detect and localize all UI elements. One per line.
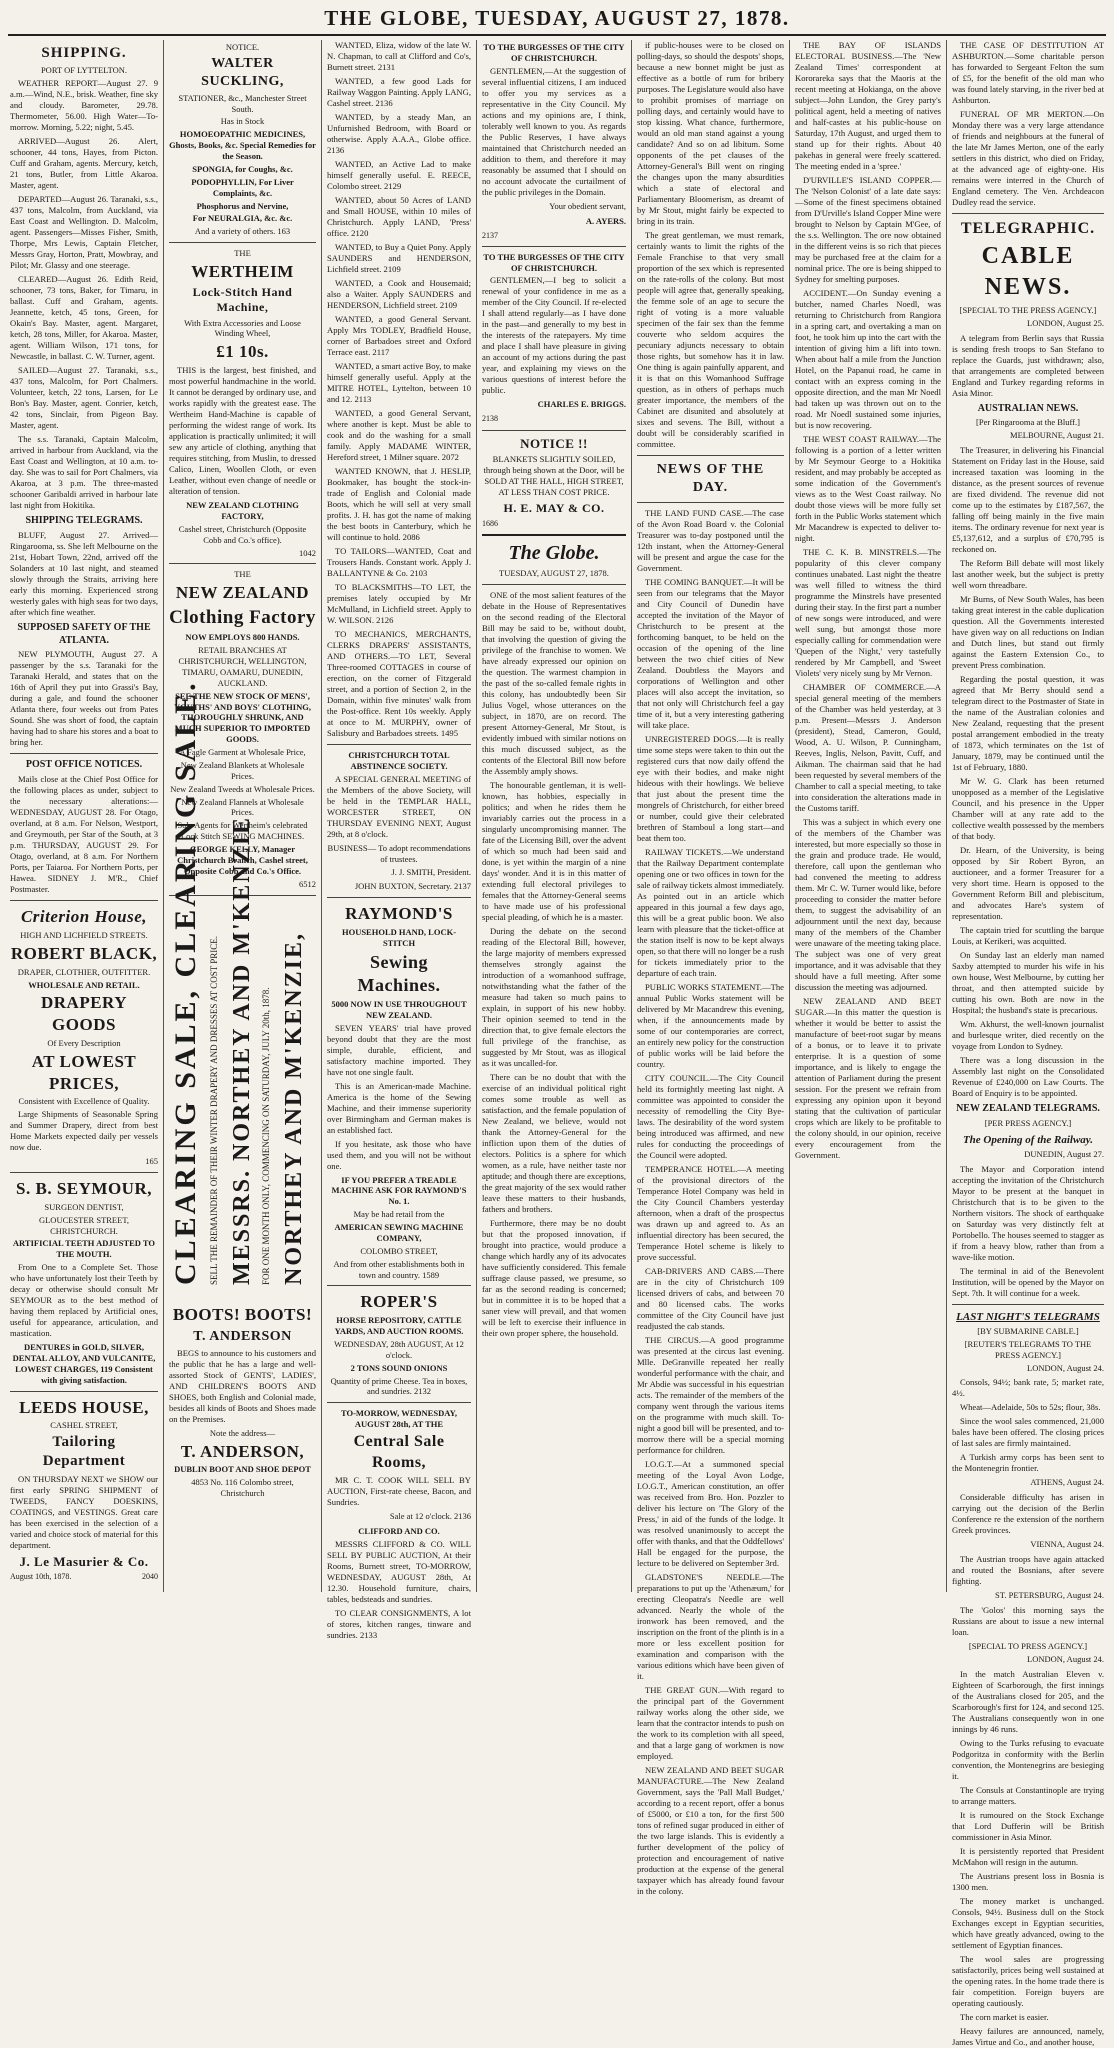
ayers-signature: A. AYERS. [585,215,626,226]
special-press-line: [SPECIAL TO PRESS AGENCY.] [968,1641,1088,1652]
divider [637,502,784,503]
column-3 [323,40,475,1640]
news-item: THE CIRCUS.—A good programme was presented at the circus last evening. Mlle. DeGranville repeated her really wonderful performance with the chair, and Mr Abdie was successful in his equestrian acts. The remainder of the members of the company went through the various items on the programme with much skill. To-night a good bill will be presented, and to-morrow there will be a special morning performance for children. [637,1334,784,1455]
column-5 [633,40,788,1896]
burgesses-heading-2: TO THE BURGESSES OF THE CITY OF CHRISTCHURCH. [483,251,625,273]
ad-number: 1042 [299,547,316,558]
seven-years-text: SEVEN YEARS' trial have proved beyond doubt that they are the most simple, durable, efficient, and satisfactory machine imported. They have not one single fault. [327,1022,471,1077]
wanted-ad: WANTED, a few good Lads for Railway Waggon Painting. Apply LANG, Cashel street. 2136 [327,76,471,108]
column-rule [163,40,164,1592]
nz-flannels: New Zealand Flannels at Wholesale Prices. [181,796,304,818]
news-item: CHAMBER OF COMMERCE.—A special general meeting of the members of the Chamber was held yesterday, at 3 p.m. Present—Messrs J. Anderson (president), Stead, Cameron, Gould, Wood, A. U. Wilson, P. Cunningham, Reeves, Inglis, Nelson, Pavitt, Cuff, and Aikman. The chairman said that he had been requested by several members of the Chamber to call a special meeting, to take into consideration the alterations made in the Customs tariff. [795,682,941,813]
column-6 [791,40,945,1592]
artificial-teeth: ARTIFICIAL TEETH ADJUSTED TO THE MOUTH. [12,1238,156,1260]
column-rule [946,40,947,1592]
news-item: THE CASE OF DESTITUTION AT ASHBURTON.—Some charitable person has forwarded to Sergeant Felton the sum of £5, for the benefit of the old man who was found lately starving, in the river bed at Ashburton. [952,40,1104,105]
consignments-text: TO CLEAR CONSIGNMENTS, A lot of stores, kitchen ranges, tinware and sundries. 2133 [327,1607,471,1640]
leader-paragraph: The great gentleman, we must remark, certainly wants to limit the rights of the Female Franchise to that very small proportion of the sex which is represented on the rate-rolls of the colony. But most people will agree that, generally speaking, the femme sole of an age to secure the right of voting is a more valuable specimen of the fair sex than the femme couverte who seldom acquires the pecuniary adjuncts necessary to obtain those rights, but somehow has it in law. One thing is again painfully apparent, and it is that on this Womanhood Suffrage question, as in others of perhaps much greater importance, the members of the Cabinet are disunited and absolutely at sixes and sevens. The Bill, without a doubt will be considerably scarified in committee. [637,230,784,449]
ringarooma-line: [Per Ringarooma at the Bluff.] [976,417,1080,428]
criterion-address: HIGH AND LICHFIELD STREETS. [20,930,148,940]
sole-agents: Sole Agents for Wertheim's celebrated Lock Stitch SEWING MACHINES. [177,820,308,842]
masurier-date: August 10th, 1878. [10,1572,72,1582]
railway-heading: The Opening of the Railway. [962,1133,1094,1146]
port-heading: PORT OF LYTTELTON. [40,65,128,76]
news-of-the-day-heading: NEWS OF THE DAY. [656,462,765,495]
every-description: Of Every Description [47,1037,121,1048]
leader-paragraph: During the debate on the second reading of the Electoral Bill, however, the large majority of members expressed themselves strongly against the introduction of a womanhood suffrage, notwithstanding what the father of the measure had taken so much pains to explain, in support of his new hobby. Their opinion seemed to tend in the direction that, to give female electors the full privilege of the franchise, as suggested by Mr Stout, was as illogical as it was uncalled-for. [482,926,626,1069]
post-office-heading: POST OFFICE NOTICES. [25,759,143,771]
news-item: TEMPERANCE HOTEL.—A meeting of the provisional directors of the Temperance Hotel Company was held in the City Council Chambers yesterday afternoon, when a draft of the prospectus was drawn up and agreed to. As an influential directory has been secured, the Temperance Hotel scheme is likely to prove successful. [637,1163,784,1262]
news-item: I.O.G.T.—At a summoned special meeting of the Loyal Avon Lodge, I.O.G.T., American constitution, an offer was received from Bro. Hon. Pozzler to deliver his lecture on 'The Glory of the Press,' in aid of the funds of the lodge. It was resolved unanimously to accept the offer with thanks, and that the Oddfellows' Hall be engaged for the purpose, the lecture to be delivered on September 3rd. [637,1458,784,1568]
divider [10,753,158,754]
cable-item: Considerable difficulty has arisen in carrying out the decision of the Berlin Conference re the extension of the northern Greek provinces. [952,1492,1104,1536]
special-agency: [SPECIAL TO THE PRESS AGENCY.] [959,304,1097,315]
wanted-ad: WANTED, Eliza, widow of the late W. N. Chapman, to call at Clifford and Co's, Burnett street. 2131 [327,40,471,72]
clifford-heading: CLIFFORD AND CO. [358,1525,440,1536]
secretary-signature: JOHN BUXTON, Secretary. 2137 [354,881,471,892]
wertheim-title: WERTHEIM [191,262,294,282]
nz-tweeds: New Zealand Tweeds at Wholesale Prices. [170,783,315,794]
cable-item: On Sunday last an elderly man named Saxby attempted to murder his wife in his own house, West Melbourne, by cutting her throat, and then attempted suicide by cutting his own. Both are now in the Hospital; the husband's state is precarious. [952,950,1104,1016]
cable-item: There was a long discussion in the Assembly last night on the Consolidated Revenue of £240,000 on Law Courts. The Board of Enquiry is to be appointed. [952,1055,1104,1099]
obedient-line: Your obedient servant, [549,200,626,211]
the-label: THE [234,569,251,580]
robert-black: ROBERT BLACK, [10,943,158,963]
masthead-rule [8,34,1106,36]
note-address: Note the address— [209,1427,276,1438]
cable-item: Mr Burns, of New South Wales, has been taking great interest in the cable duplication question. All the Governments interested have given way on all reductions on Indian and Dutch lines, but stand out firmly against the Eastern Extension Co., to prevent Press combination. [952,594,1104,671]
clothing-factory-title: Clothing Factory [169,607,316,629]
divider [482,534,626,536]
dentist-title: SURGEON DENTIST, [44,1201,124,1212]
column-7 [948,40,1108,2047]
cable-item: The 'Golos' this morning says the Russians are about to issue a new internal loan. [952,1605,1104,1638]
news-item: THE GREAT GUN.—With regard to the principal part of the Government railway works along the other side, we learn that the contractor intends to push on the work to its completion with all speed, and that a large gang of workmen is now employed. [637,1684,784,1761]
employs-line: NOW EMPLOYS 800 HANDS. [185,632,300,643]
divider [952,213,1104,214]
drapery-goods: DRAPERY GOODS [40,993,127,1035]
sailed-list: SAILED—August 27. Taranaki, s.s., 437 tons, Malcolm, for Port Chalmers. Volunteer, ketch, 22 tons, Larsen, for Le Bon's Bay. Master, agent. Conrier, ketch, 42 tons, Sinclair, from Pigeon Bay. Master, agent. [10,365,158,431]
leeds-house: LEEDS HOUSE, [19,1397,149,1417]
divider [482,584,626,585]
wanted-ad: WANTED KNOWN, that J. HESLIP, Bookmaker, has bought the stock-in-trade of English and Colonial made Boots, which he will sell at very small profits. J. H. has got the name of making the best boots in Canterbury, which he will continue to hold. 2086 [327,466,471,542]
retail-branches: RETAIL BRANCHES AT CHRISTCHURCH, WELLINGTON, TIMARU, OAMARU, DUNEDIN, AUCKLAND. [178,645,307,688]
cleared-list: CLEARED—August 26. Edith Reid, schooner, 73 tons, Baker, for Timaru, in ballast. Cuff and Graham, agents. Jeannette, ketch, 45 tons, Green, for Okain's Bay. Master, agent. Margaret, ketch, 28 tons, Miller, for Akaroa. Master, agent. William Wilson, 171 tons, for Newcastle, in ballast. C. W. Turner, agent. [10,274,158,362]
press-agency-line: [PER PRESS AGENCY.] [984,1118,1072,1128]
cable-item: The Mayor and Corporation intend accepting the invitation of the Christchurch Mayor to be present at the banquet in Christchurch that is to be given to the Northern visitors. The shock of earthquake on Saturday was very distinctly felt at Portobello. The houses seemed to stagger as if from a heavy blow, rather than from a wave-like motion. [952,1163,1104,1262]
atlanta-text: NEW PLYMOUTH, August 27. A passenger by the s.s. Taranaki for the Taranaki Herald, and states that on the 16th of April they put into Grassi's Bay, during a gale, and found the schooner Atlanta there, four weeks out from Pates Sound. She was short of food, the captain having had to share his stores and a boat to bring her. [10,649,158,748]
nz-telegrams-heading: NEW ZEALAND TELEGRAMS. [956,1103,1100,1115]
hesitate-text: If you hesitate, ask those who have used them, and you will not be without one. [327,1138,471,1171]
cable-item: It is rumoured on the Stock Exchange that Lord Dufferin will be British commissioner in Asia Minor. [952,1809,1104,1842]
dateline: MELBOURNE, August 21. [1010,430,1104,441]
last-night-heading: LAST NIGHT'S TELEGRAMS [956,1310,1100,1323]
american-text: This is an American-made Machine. America is the home of the Sewing Machine, and their immense superiority over Birmingham and German makes is an established fact. [327,1080,471,1135]
news-item: CAB-DRIVERS AND CABS.—There are in the city of Christchurch 109 licensed drivers of cabs, and between 70 and 80 licensed cabs. The works committee of the City Council have just readjusted the cab stands. [637,1265,784,1331]
anderson-text: BEGS to announce to his customers and the public that he has a large and well-assorted Stock of GENTS', LADIES', AND CHILDREN'S BOOTS AND SHOES, both English and Colonial made, besides all kinds of Boots and Shoes made on the Premises. [169,1347,316,1424]
temperance-society: CHRISTCHURCH TOTAL ABSTINENCE SOCIETY. [348,750,450,771]
briggs-signature: CHARLES E. BRIGGS. [537,399,626,410]
may-signature: H. E. MAY & CO. [503,501,605,516]
ad-number: 2137 [482,230,498,240]
news-item: NEW ZEALAND AND BEET SUGAR.—In this matter the question is whether it would be better to assist the manufacture of beet-root sugar by means of a bonus, or to leave it to private enterprise. It is a question of some importance, and is likely to engage the attention of Parliament during the present session. For the present we refrain from expressing any opinion upon it beyond stating that the cultivation of particular crops which are likely to be profitable to the colony should, in our opinion, receive every encouragement from the Government. [795,996,941,1160]
leader-paragraph: ONE of the most salient features of the debate in the House of Representatives on the second reading of the Electoral Bill may be said to be, without doubt, that involving the question of giving the privilege of the franchise to women. We have already expressed our opinion on the question. The warmest champion in the past of the so-called female rights in this colony, has undoubtedly been Sir Julius Vogel, whose utterances on the subject, in 1870, are on record. The present Attorney-General, Mr Stout, is evidently imbued with similar notions on this much discussed subject, as the contents of the Electoral Bill now before the Assembly amply shows. [482,590,626,777]
sewing-machines-title: Sewing Machines. [357,951,441,995]
treadle-line: IF YOU PREFER A TREADLE MACHINE ASK FOR RAYMOND'S No. 1. [331,1174,467,1207]
cable-item: Regarding the postal question, it was agreed that Mr Berry should send a telegram direct to the Postmaster of State in the name of the Australian colonies and New Zealand, requesting that the present postal arrangement embodied in the treaty of 1873, which terminates on the 1st of January, 1879, may be continued until the 1st of February, 1880. [952,674,1104,773]
tailors-ad: TO TAILORS—WANTED, Coat and Trousers Hands. Constant work. Apply J. BALLANTYNE & Co. 2103 [327,546,471,578]
masurier-footer [10,1572,158,1582]
lowest-prices: AT LOWEST PRICES, [31,1051,137,1093]
nz-blankets: New Zealand Blankets at Wholesale Prices. [180,759,305,781]
divider [637,455,784,456]
divider [952,1304,1104,1305]
news-item: THE C. K. B. MINSTRELS.—The popularity of this clever company continues unabated. Last night the theatre was well filled to witness the third programme the Minstrels have presented during their stay. In the first part a number of new songs were introduced, and were well sung, but amongst those more especially calling for commendation were 'Quepen of the Night,' very tastefully rendered by Mr Campbell, and 'Sweet Violets' very nicely sung by Mr Vernon. [795,547,941,678]
cable-item: Wm. Akhurst, the well-known journalist and burlesque writer, died recently on the voyage from London to Sydney. [952,1019,1104,1052]
notice-title: NOTICE !! [520,435,588,451]
masurier-name: J. Le Masurier & Co. [19,1553,149,1569]
reuter-line: [REUTER'S TELEGRAMS TO THE PRESS AGENCY.] [964,1338,1092,1360]
briggs-letter: GENTLEMEN,—I beg to solicit a renewal of your confidence in me as a member of the City Council. If re-elected I shall attend regularly—as I have done in the past—and generally to my best in the interests of the ratepayers. My time and place I shall have pleasure in giving an account of my actions during the past year, and explaining my views on the various questions of interest before the public. [482,275,626,396]
tailoring-department: Tailoring Department [42,1434,126,1470]
seymour-name: S. B. SEYMOUR, [16,1179,152,1198]
wanted-ad: WANTED, a Cook and Housemaid; also a Waiter. Apply SAUNDERS and HENDERSON, Lichfield street. 2109 [327,278,471,310]
new-zealand-title: NEW ZEALAND [175,583,310,603]
shipments-text: Large Shipments of Seasonable Spring and Summer Drapery, direct from best Home Markets expected daily per vessels now due. [10,1109,158,1153]
cable-item: Wheat—Adelaide, 50s to 52s; flour, 38s. [960,1402,1101,1413]
draper-line: DRAPER, CLOTHIER, OUTFITTER. [17,966,151,977]
divider [482,246,626,247]
podophyllin-line: PODOPHYLLIN, For Liver Complaints, &c. [191,176,294,198]
new-stock-line: SEE THE NEW STOCK OF MENS', YOUTHS' AND BOYS' CLOTHING, THOROUGHLY SHRUNK, AND MUCH SUPERIOR TO IMPORTED GOODS. [174,690,311,745]
post-office-notices: Mails close at the Chief Post Office for the following places as under, subject to the necessary alterations:— WEDNESDAY, AUGUST 28. For Otago, overland, at 8 a.m. For Nelson, Westport, and Greymouth, per Star of the South, at 3 p.m. THURSDAY, AUGUST 29. For Otago, overland, at 8 a.m. For Northern Ports, per Taiaroa. For Northern Ports, per Hawea. SIDNEY J. M'R., Chief Postmaster. [10,774,158,895]
column-4 [478,40,630,1592]
wanted-ad: WANTED, a good General Servant, where another is kept. Must be able to cook and do the washing for a small family. Apply MADAME WINTER, Hereford street, 1 Milner square. 2072 [327,408,471,462]
clearing-note-1: SELL THE REMAINDER OF THEIR WINTER DRAPERY AND DRESSES AT COST PRICE. [209,935,219,1285]
in-use-line: 5000 NOW IN USE THROUGHOUT NEW ZEALAND. [331,998,467,1020]
raymond-title: RAYMOND'S [345,904,453,924]
ad-number: 1686 [482,518,498,528]
ayers-letter: GENTLEMEN,—At the suggestion of several influential citizens, I am induced to offer you my services as a representative in the City Council. My actions and my opinions are, I think, tolerably well known to you. As regards the Public Reserves, I have always maintained that Christchurch needed an addition to them, and therefore it may reasonably be assumed that I should on no account advocate the curtailment of the public privileges in the Domain. [482,65,626,197]
cable-item: It is persistently reported that President McMahon will resign in the autumn. [952,1845,1104,1867]
wertheim-price: £1 10s. [216,342,269,362]
artificial-text: From One to a Complete Set. Those who have unfortunately lost their Teeth by decay or otherwise should consult Mr SEYMOUR as to the best method of having them replaced by Artificial ones, useful for appearance, articulation, and mastication. [10,1262,158,1339]
cashel-address: Cashel street, Christchurch (Opposite Cobb and Co.'s office). [178,523,307,545]
boots-ad [169,1302,316,1501]
leader-paragraph: The honourable gentleman, it is well-known, has hobbies, especially in politics; and when he rides them he invariably carries out the process in a singularly uncompromising manner. The fate of the Licensing Bill, over the advent of which so much had been said and done, is yet within the margin of a nine days' wonder. And it is in this matter of extending full electoral privileges to females that the Attorney-General seems to have made use of his professional special pleading, of which he is a master. [482,780,626,923]
shipping-heading: SHIPPING. [41,45,127,61]
news-item: ACCIDENT.—On Sunday evening a butcher, named Charles Noedl, was returning to Christchurch from Rangiora in a spring cart, and overtaking a man on foot, he took him up into the cart with the intention of giving him a lift into town. When about half a mile from the Junction Hotel, on the Papanui road, he came in contact with an express coming in the opposite direction, and the man Mr Noedl had taken up was thrown out on to the road. Mr Noedl sustained some injuries, but is now recovering. [795,288,941,430]
submarine-cable: [BY SUBMARINE CABLE.] [977,1325,1079,1336]
weather-report: WEATHER REPORT—August 27. 9 a.m.—Wind, N.E., brisk. Weather, fine sky and cloudy. Barometer, 29.78. Thermometer, 56.00. High Water—To-morrow. Morning, 5.22; night, 5.45. [10,78,158,133]
news-item: GLADSTONE'S NEEDLE.—The preparations to put up the 'Athenæum,' for erecting Cleopatra's Needle are well advanced. Nearly the whole of the ironwork has been removed, and the inscription on the front of the plinth is in a more or less excellent position for examination and comparison with the various editions which have been given of it. [637,1571,784,1681]
colombo-street: COLOMBO STREET, [360,1245,438,1256]
cable-item: The terminal in aid of the Benevolent Institution, will be opened by the Mayor on Sept. 7th. It will continue for a week. [952,1265,1104,1298]
stationer-line: STATIONER, &c., Manchester Street South. [178,92,307,114]
wertheim-text: THIS is the largest, best finished, and most powerful handmachine in the world. It cannot be deranged by ordinary use, and works rapidly with the greatest ease. The Wertheim Hand-Machine is capable of performing the widest range of work. Its application is practically unlimited; it will sew any article of clothing, anything that requires stitching, from Muslin, to dressed Calico, Linen, Woollen Cloth, or even Leather, without even change of needle or alteration of tension. [169,365,316,497]
divider [327,1402,471,1403]
sale-time: Sale at 12 o'clock. 2136 [389,1511,471,1521]
cook-auction: MR C. T. COOK WILL SELL BY AUCTION, First-rate cheese, Bacon, and Sundries. [327,1475,471,1507]
column-rule [476,40,477,1592]
column-rule [789,40,790,1592]
nz-clothing-factory: NEW ZEALAND CLOTHING FACTORY, [186,500,299,521]
news-item: D'URVILLE'S ISLAND COPPER.—The 'Nelson Colonist' of a late date says:—Some of the finest specimens obtained from D'Urville's Island Copper Mine were brought to Nelson by Captain M'Gee, of the s.s. Wellington. The ore now obtained in the different veins is so rich that pieces may be purchased free at the claim for a nominal price. The ore is being shipped to Sydney for smelting purposes. [795,175,941,284]
news-item: THE COMING BANQUET.—It will be seen from our telegrams that the Mayor and City Council of Dunedin have accepted the invitation of the Mayor of Christchurch to be present at the forthcoming banquet, to be held on the occasion of the opening of the line between the two chief cities of New Zealand. Doubtless the Mayors and corporations of Wellington and other places will also accept the invitation, so that not only will Christchurch feel a gay time of it, but a very interesting gathering will take place. [637,576,784,730]
auction-date: WEDNESDAY, 28th AUGUST, At 12 o'clock. [334,1338,464,1360]
news-item: This was a subject in which every one of the members of the Chamber was interested, but more especially so those in the grain and produce trade. He would, therefore, call upon the gentleman who had convened the meeting to address them. Mr C. W. Turner would like, before proceeding to consider the matter before them, to suggest the advisability of an adjournment until the next day, because many of the members of the Chamber were unaware of the meeting taking place. The subject was one of very great importance, and it was advisable that they should have a full meeting. After some discussion the meeting was adjourned. [795,817,941,992]
shipping-telegrams: BLUFF, August 27. Arrived—Ringarooma, ss. She left Melbourne on the 21st, Hobart Town, 22nd, arrived off the Solanders at 10 last night, and steamed slowly through the Straits, arriving here early this morning. Experienced strong westerly gales with high seas for two days, after which fine weather. [10,529,158,617]
spongia-line: SPONGIA, for Coughs, &c. [192,163,293,174]
anderson-name-2: T. ANDERSON, [180,1441,305,1461]
dublin-depot: DUBLIN BOOT AND SHOE DEPOT [174,1464,311,1475]
divider [327,897,471,898]
cable-item: In the match Australian Eleven v. Eighteen of Scarborough, the first innings of the Australians closed for 205, and the Scarborough's first for 124, and second 125. The Australians consequently won in one innings by 46 runs. [952,1668,1104,1734]
asm-company: AMERICAN SEWING MACHINE COMPANY, [334,1222,464,1243]
lockstitch-title: Lock-Stitch Hand Machine, [192,284,293,315]
divider [169,242,316,243]
news-item: CITY COUNCIL.—The City Council held its fortnightly meeting last night. A committee was appointed to consider the necessity of remodelling the City Bye-laws. The desirability of the word system being introduced was affirmed, and new rules for conducting the proceedings of the Council were adopted. [637,1072,784,1160]
cable-item: The Reform Bill debate will most likely last another week, but the subject is pretty well worn threadbare. [952,558,1104,591]
leader-paragraph: if public-houses were to be closed on polling-days, so should the despots' shops, because a new bonnet might be just as effective as a bottle of rum for bribery purposes. The Legislature would also have to prohibit promises of marriage on polling days, and certainly would have to stop kissing. What chance, furthermore, would an old man stand against a young candidate? And so on ad libitum. Some opponents of the pet clauses of the Attorney-General's Bill went on ringing the changes upon the many absurdities which a state of electoral and Parliamentary Bloomerism, as dreamt of by Mr Stout, might fairly be expected to bring in its train. [637,40,784,226]
news-item: FUNERAL OF MR MERTON.—On Monday there was a very large attendance of friends and neighbours at the funeral of the late Mr James Merton, one of the early settlers in this district, who died on Friday, at the advanced age of eighty-one. His remains were interred in the Church of England cemetery. The Ven. Archdeacon Dudley read the service. [952,109,1104,207]
arrived-list: ARRIVED—August 26. Alert, schooner, 44 tons, Hayes, from Picton. Cuff and Graham, agents. Mercury, ketch, 21 tons, Butler, from Little Akaroa. Master, agent. [10,136,158,191]
mechanics-ad: TO MECHANICS, MERCHANTS, CLERKS DRAPERS' ASSISTANTS, AND OTHERS.—TO LET, Several Three-roomed COTTAGES in course of erection, on the corner of Fitzgerald street, and a portion of Section 2, in the Domain, within five minutes' walk from the Post-office. Rent 10s weekly. Apply at once to M. MURPHY, owner of Salisbury and Barbadoes streets. 1495 [327,629,471,738]
extra-accessories: With Extra Accessories and Loose Winding Wheel, [184,317,301,339]
onions-line: 2 TONS SOUND ONIONS [350,1362,448,1373]
cheese-line: Quantity of prime Cheese. Tea in boxes, and sundries. 2132 [330,1375,468,1397]
northey-title: MESSRS. NORTHEY AND M'KENZIE [229,815,255,1285]
globe-title: The Globe. [508,541,600,564]
dateline: VIENNA, August 24. [1030,1539,1104,1550]
divider [10,1391,158,1392]
dateline: ATHENS, August 24. [1030,1477,1104,1488]
ad-number: 165 [145,1156,158,1167]
phosphorus-line: Phosphorus and Nervine, [196,200,289,211]
clifford-text: MESSRS CLIFFORD & CO. WILL SELL BY PUBLIC AUCTION, At their Rooms, Burnett street, TO-MORROW, WEDNESDAY, AUGUST 28th, At 12.30. Household furniture, chairs, tables, bedsteads and sundries. [327,1538,471,1604]
cable-item: Consols, 94½; bank rate, 5; market rate, 4½. [952,1377,1104,1399]
criterion-title: Criterion House, [20,907,148,927]
boots-title: BOOTS! BOOTS! [172,1305,313,1324]
news-item: THE BAY OF ISLANDS ELECTORAL BUSINESS.—The 'New Zealand Times' correspondent at Kororareka says that the Maoris at the recent meeting at Hokianga, on the above subject—John Lundon, the Grey party's political agent, held a meeting of natives and half-castes at his public-house on Saturday, 17th August, and urged them to stand up for their rights. About 40 pakehas in general were freely scattered. The meeting ended in a 'spree.' [795,40,941,171]
cable-item: The wool sales are progressing satisfactorily, prices being well sustained at the opening rates. In the home trade there is fair competition. Foreign buyers are operating cautiously. [952,1953,1104,2008]
other-establishments: And from other establishments both in town and country. 1589 [333,1258,465,1280]
leader-paragraph: Furthermore, there may be no doubt but that the proposed innovation, if brought into practice, would produce a change which hardly any of its advocates have sufficiently considered. This female suffrage clause passed, we presume, so far as the second reading is concerned; but in committee it is to be hoped that a saner view will prevail, and that women will be left to exercise their influence in their own proper sphere, the household. [482,1218,626,1339]
dentist-address: GLOUCESTER STREET, CHRISTCHURCH. [38,1214,130,1236]
divider [169,563,316,564]
australian-news-heading: AUSTRALIAN NEWS. [977,402,1079,414]
cable-item: Since the wool sales commenced, 21,000 bales have been offered. The closing prices of last sales are firmly maintained. [952,1416,1104,1449]
burgesses-heading: TO THE BURGESSES OF THE CITY OF CHRISTCHURCH. [483,42,625,63]
suckling-name: WALTER SUCKLING, [201,55,284,89]
the-label: THE [234,248,251,259]
news-item: THE WEST COAST RAILWAY.—The following is a portion of a letter written by Mr Seymour George to a Hokitika resident, and may probably be accepted as some indication of the Government's views as to the West Coast railway. No doubt those views will be more fully set forth in the Public Works statement which Mr Macandrew is expected to deliver to-night. [795,434,941,543]
cable-item: The money market is unchanged. Consols, 94½. Business dull on the Stock Exchanges except in Egyptian securities, which have greatly advanced, owing to the settlement of Egyptian finances. [952,1895,1104,1950]
anderson-name: T. ANDERSON [193,1328,292,1344]
departed-list: DEPARTED—August 26. Taranaki, s.s., 437 tons, Malcolm, from Auckland, via East Coast and Wellington. D. Malcolm, agent. Passengers—Misses Fisher, Smith, Thorpe, Mrs Lewis, Captain Fletcher, Messrs Gray, Horton, Pratt, Mowbray, and Pilot; Mr. Glassy and one steerage. [10,194,158,271]
blankets-notice: BLANKETS SLIGHTLY SOILED, through being shown at the Door, will be SOLD AT THE HALL, HIGH STREET, AT LESS THAN COST PRICE. [483,454,625,498]
kelly-line: GEORGE KELLY, Manager Christchurch Branch, Cashel street, Opposite Cobb and Co.'s Office. [177,844,308,876]
stock-line: Has in Stock [220,116,265,127]
business-line: BUSINESS— To adopt recommendations of trustees. [327,842,471,864]
neuralgia-line: For NEURALGIA, &c. &c. [192,213,293,224]
cable-item: The Austrians present loss in Bosnia is 1300 men. [952,1870,1104,1892]
cable-item: The captain tried for scuttling the barque Louis, at Kerikeri, was acquitted. [952,925,1104,947]
cable-item: Heavy failures are announced, namely, James Virtue and Co., and another house, [952,2025,1104,2047]
wanted-ad: WANTED, about 50 Acres of LAND and Small HOUSE, within 10 miles of Christchurch. Apply LAND, 'Press' office. 2120 [327,195,471,238]
fagle-garment: A Fagle Garment at Wholesale Price, [179,747,306,758]
dateline: DUNEDIN, August 27. [1024,1148,1104,1159]
column-rule [631,40,632,1592]
column-2 [165,40,320,1592]
dentures-line: DENTURES in GOLD, SILVER, DENTAL ALLOY, AND VULCANITE, LOWEST CHARGES, 119 Consistent with giving satisfaction. [12,1342,156,1385]
cashel-street: CASHEL STREET, [50,1420,118,1431]
ad-number: 6512 [299,878,316,889]
wanted-ad: WANTED, to Buy a Quiet Pony. Apply SAUNDERS and HENDERSON, Lichfield street. 2109 [327,242,471,274]
meeting-notice: A SPECIAL GENERAL MEETING of the Members of the above Society, will be held in the TEMPLAR HALL, WORCESTER STREET, ON THURSDAY EVENING NEXT, August 29th, at 8 o'clock. [327,773,471,839]
cable-item: Mr W. G. Clark has been returned unopposed as a member of the Legislative Council, and his presence in the Upper Chamber will at any rate add to the collective wealth possessed by the members of that body. [952,776,1104,842]
northey-signature: NORTHEY AND M'KENZIE, [281,932,307,1285]
wholesale-line: WHOLESALE AND RETAIL. [28,979,140,990]
retail-from: May be had retail from the [353,1209,445,1220]
cable-item: The Treasurer, in delivering his Financial Statement on Friday last in the House, said increased taxation was looming in the distance, as the present sources of revenue are fixed dividend. The revenue did not come up to the estimates by £187,567, the falling off being mainly in the five main items. The ordinary revenue for next year is £5,137,612, and a surplus of £70,795 is reckoned on. [952,445,1104,555]
blacksmiths-ad: TO BLACKSMITHS—TO LET, the premises lately occupied by Mr McMulland, in Lichfield street. Apply to W. WILSON. 2126 [327,582,471,625]
column-1 [6,40,162,1592]
ad-number: 2138 [482,414,498,424]
tomorrow-line: TO-MORROW, WEDNESDAY, AUGUST 28th, AT THE [340,1408,458,1430]
globe-date: TUESDAY, AUGUST 27, 1878. [499,568,609,579]
cable-news-heading: CABLE NEWS. [981,243,1075,301]
shipping-note: The s.s. Taranaki, Captain Malcolm, arrived in harbour from Auckland, via the East Coast and Wellington, at 10 a.m. to-day. She was to sail for Port Chalmers, via Akaroa, at 3 p.m. The three-masted schooner Garibaldi arrived in harbour late last night from Hokitika. [10,434,158,511]
divider [10,900,158,901]
colombo-address: 4853 No. 116 Colombo street, Christchurch [191,1477,294,1499]
atlanta-heading: SUPPOSED SAFETY OF THE ATLANTA. [17,621,151,646]
divider [327,1285,471,1286]
central-sale-rooms: Central Sale Rooms, [353,1433,445,1471]
horse-repository: HORSE REPOSITORY, CATTLE YARDS, AND AUCTION ROOMS. [334,1315,464,1337]
cable-item: A Turkish army corps has been sent to the Montenegrin frontier. [952,1452,1104,1474]
leader-paragraph: There can be no doubt that with the exercise of an individual political right comes some trouble as well as satisfaction, and the female population of New Zealand, we believe, would not thank the Attorney-General for the infliction upon them of the duties of electors. Politics is a sphere for which women, as a rule, have neither taste nor aptitude; and though there are exceptions, the great majority of the sex would rather leave these matters to their husbands, fathers and brothers. [482,1072,626,1215]
wanted-ad: WANTED, by a steady Man, an Unfurnished Bedroom, with Board or otherwise. Apply A.A.A., Globe office. 2136 [327,112,471,155]
roper-title: ROPER'S [360,1292,438,1312]
column-rule [321,40,322,1592]
cable-item: Dr. Hearn, of the University, is being opposed by Sir Robert Byron, an auctioneer, and a former Treasurer for a very short time. Hearn is opposed to the Government Reform Bill and plebiscitum, and advocates Hare's system of representation. [952,845,1104,922]
news-item: NEW ZEALAND AND BEET SUGAR MANUFACTURE.—The New Zealand Government, says the 'Pall Mall Budget,' according to a recent report, offer a bonus of £5000, or £10 a ton, for the first 500 tons of refined sugar produced in either of the two large islands. This is evidently a further development of the policy of protection and encouragement of native production at the expense of the general taxpayer which has already found favour in the colony. [637,1764,784,1896]
divider [327,744,471,745]
divider [482,430,626,431]
dateline: LONDON, August 24. [1027,1362,1104,1373]
cable-item: The corn market is easier. [960,2011,1049,2022]
wanted-ad: WANTED, an Active Lad to make himself generally useful. E. REECE, Colombo street. 2129 [327,159,471,191]
news-item: RAILWAY TICKETS.—We understand that the Railway Department contemplate opening one or two offices in town for the sale of railway tickets almost immediately. As pointed out in an article which appeared in this journal a few days ago, this will be a great public boon. We also learn with pleasure that the ticket-office at the station itself is now to be kept always open, so that there will no longer be a rush for tickets immediately prior to the departure of each train. [637,846,784,978]
masthead: THE GLOBE, TUESDAY, AUGUST 27, 1878. [324,6,790,30]
tailoring-text: ON THURSDAY NEXT we SHOW our first early SPRING SHIPMENT of TWEEDS, FANCY DOESKINS, COATINGS, and VESTINGS. Great care has been exercised in the selection of a varied and choice stock of material for this department. [10,1473,158,1550]
news-item: PUBLIC WORKS STATEMENT.—The annual Public Works statement will be delivered by Mr Macandrew this evening, when, if the announcements made by some of our contemporaries are correct, an entirely new policy for the construction of public works will be laid before the country. [637,981,784,1069]
household-line: HOUSEHOLD HAND, LOCK-STITCH [341,927,457,948]
president-signature: J. J. SMITH, President. [391,866,471,877]
shipping-telegrams-heading: SHIPPING TELEGRAMS. [25,515,143,527]
dateline: ST. PETERSBURG, August 24. [995,1590,1104,1601]
wanted-ad: WANTED, a smart active Boy, to make himself generally useful. Apply at the MITRE HOTEL, Lyttelton, between 10 and 12. 2113 [327,361,471,404]
cable-item: The Consuls at Constantinople are trying to arrange matters. [952,1784,1104,1806]
notice-heading: NOTICE. [225,42,260,52]
cable-item: A telegram from Berlin says that Russia is sending fresh troops to San Stefano to replace the Guards, just withdrawn; also, that arrangements are completed between England and Turkey regarding reforms in Asia Minor. [952,332,1104,398]
cable-item: Owing to the Turks refusing to evacuate Podgoritza in conformity with the Berlin convention, the Montenegrins are besieging it. [952,1737,1104,1781]
clearing-sale-rot: CLEARING SALE, CLEARING SALE. [169,680,202,1285]
cable-item: The Austrian troops have again attacked and routed the Bosnians, after severe fighting. [952,1554,1104,1587]
wanted-ad: WANTED, a good General Servant. Apply Mrs TODLEY, Bradfield House, corner of Barbadoes street and Oxford Terrace east. 2117 [327,314,471,357]
variety-line: And a variety of others. 163 [194,226,291,237]
consistent-line: Consistent with Excellence of Quality. [18,1096,150,1107]
news-item: UNREGISTERED DOGS.—It is really time some steps were taken to thin out the registered curs that now daily offend the eye with their bodies, and make night hideous with their howlings. We believe that just about the present time the mongrels of Christchurch, for either breed or number, could give their celebrated brethren of Stamboul a long start—and beat them too. [637,733,784,843]
ad-number: 2040 [142,1572,158,1582]
dateline: LONDON, August 25. [1027,317,1104,328]
news-item: THE LAND FUND CASE.—The case of the Avon Road Board v. the Colonial Treasurer was to-day postponed until the 12th instant, when the Attorney-General will be present and argue the case for the Government. [637,507,784,573]
homoeopathic-line: HOMOEOPATHIC MEDICINES, Ghosts, Books, &c. Special Remedies for the Season. [169,129,316,162]
telegraphic-heading: TELEGRAPHIC. [960,220,1096,237]
clearing-note-2: FOR ONE MONTH ONLY, COMMENCING ON SATURDAY, JULY 20th, 1878. [261,987,271,1285]
divider [10,1172,158,1173]
dateline: LONDON, August 24. [1027,1653,1104,1664]
